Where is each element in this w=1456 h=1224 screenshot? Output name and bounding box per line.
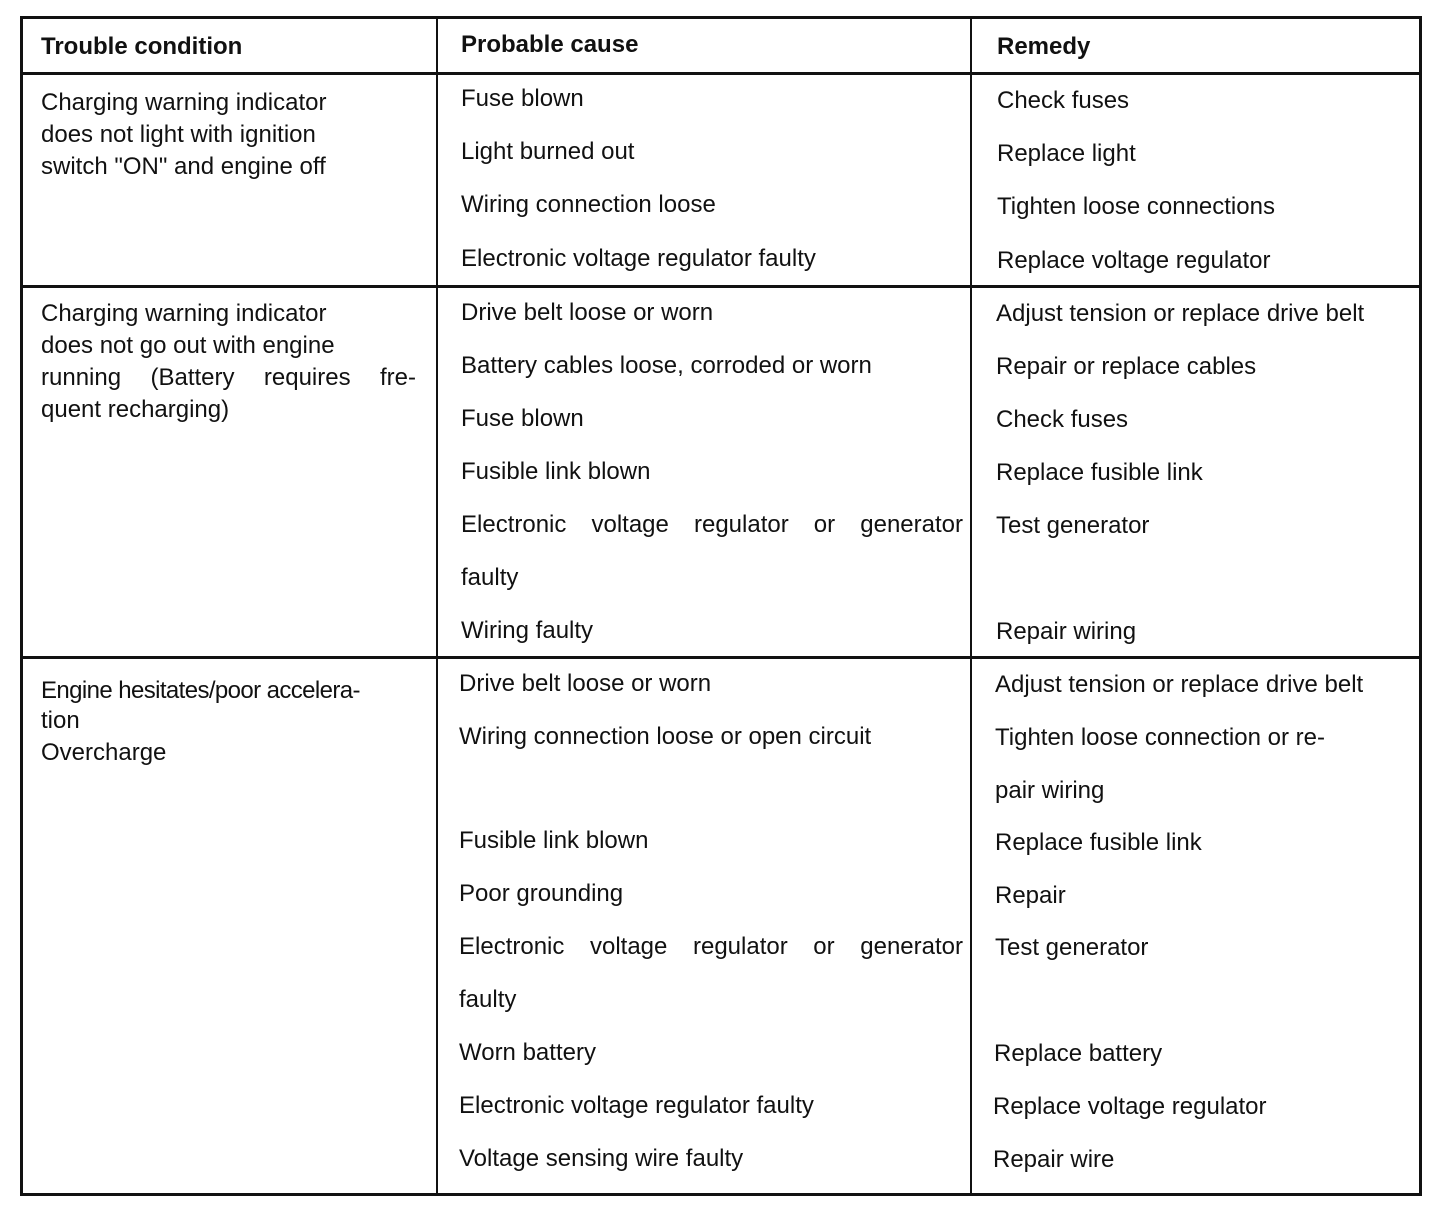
condition-3-line-2: tion <box>41 707 80 734</box>
condition-3-line-3: Overcharge <box>41 739 167 766</box>
column-divider-2 <box>970 19 972 1193</box>
remedy-cell: Check fuses <box>996 406 1129 433</box>
cause-cell: Worn battery <box>459 1039 596 1066</box>
cause-cell: Electronic voltage regulator faulty <box>459 1092 814 1119</box>
cause-cell: Wiring faulty <box>461 617 594 644</box>
cause-cell: Light burned out <box>461 138 635 165</box>
condition-2-line-4: quent recharging) <box>41 396 230 423</box>
header-trouble-condition: Trouble condition <box>41 33 243 60</box>
remedy-cell: Check fuses <box>997 87 1130 114</box>
condition-2-line-3: running (Battery requires fre- <box>41 364 416 391</box>
remedy-cell: Repair <box>995 882 1066 909</box>
cause-cell: Wiring connection loose <box>461 191 716 218</box>
condition-1-line-1: Charging warning indicator <box>41 89 327 116</box>
remedy-cell: Replace voltage regulator <box>997 247 1271 274</box>
remedy-cell: Replace light <box>997 140 1136 167</box>
cause-cell: Drive belt loose or worn <box>459 670 712 697</box>
remedy-cell: Test generator <box>996 512 1150 539</box>
condition-1-line-3: switch "ON" and engine off <box>41 153 326 180</box>
remedy-cell: Replace fusible link <box>995 829 1202 856</box>
remedy-cell: pair wiring <box>995 777 1105 804</box>
cause-cell: Battery cables loose, corroded or worn <box>461 352 872 379</box>
cause-cell: Electronic voltage regulator or generator <box>461 511 963 538</box>
troubleshooting-table <box>20 16 1422 1196</box>
cause-cell: Electronic voltage regulator faulty <box>461 245 816 272</box>
header-remedy: Remedy <box>997 33 1091 60</box>
cause-cell: Fusible link blown <box>461 458 651 485</box>
cause-cell: Drive belt loose or worn <box>461 299 714 326</box>
remedy-cell: Tighten loose connection or re- <box>995 724 1325 751</box>
remedy-cell: Repair or replace cables <box>996 353 1257 380</box>
section-divider-1 <box>23 285 1419 288</box>
cause-cell: Fuse blown <box>461 85 584 112</box>
condition-2-line-1: Charging warning indicator <box>41 300 327 327</box>
column-divider-1 <box>436 19 438 1193</box>
cause-cell: Fuse blown <box>461 405 584 432</box>
remedy-cell: Replace battery <box>994 1040 1163 1067</box>
remedy-cell: Adjust tension or replace drive belt <box>995 671 1364 698</box>
condition-3-line-1: Engine hesitates/poor accelera- <box>41 677 360 704</box>
cause-cell: Electronic voltage regulator or generator <box>459 933 963 960</box>
cause-cell: Fusible link blown <box>459 827 649 854</box>
cause-cell: faulty <box>461 564 519 591</box>
cause-cell: faulty <box>459 986 517 1013</box>
remedy-cell: Adjust tension or replace drive belt <box>996 300 1365 327</box>
cause-cell: Voltage sensing wire faulty <box>459 1145 744 1172</box>
remedy-cell: Repair wire <box>993 1146 1115 1173</box>
remedy-cell: Tighten loose connections <box>997 193 1275 220</box>
section-divider-2 <box>23 656 1419 659</box>
condition-1-line-2: does not light with ignition <box>41 121 316 148</box>
remedy-cell: Test generator <box>995 934 1149 961</box>
header-probable-cause: Probable cause <box>461 31 639 58</box>
remedy-cell: Replace voltage regulator <box>993 1093 1267 1120</box>
cause-cell: Poor grounding <box>459 880 624 907</box>
condition-2-line-2: does not go out with engine <box>41 332 335 359</box>
cause-cell: Wiring connection loose or open circuit <box>459 723 872 750</box>
remedy-cell: Repair wiring <box>996 618 1137 645</box>
remedy-cell: Replace fusible link <box>996 459 1203 486</box>
header-divider <box>23 72 1419 75</box>
